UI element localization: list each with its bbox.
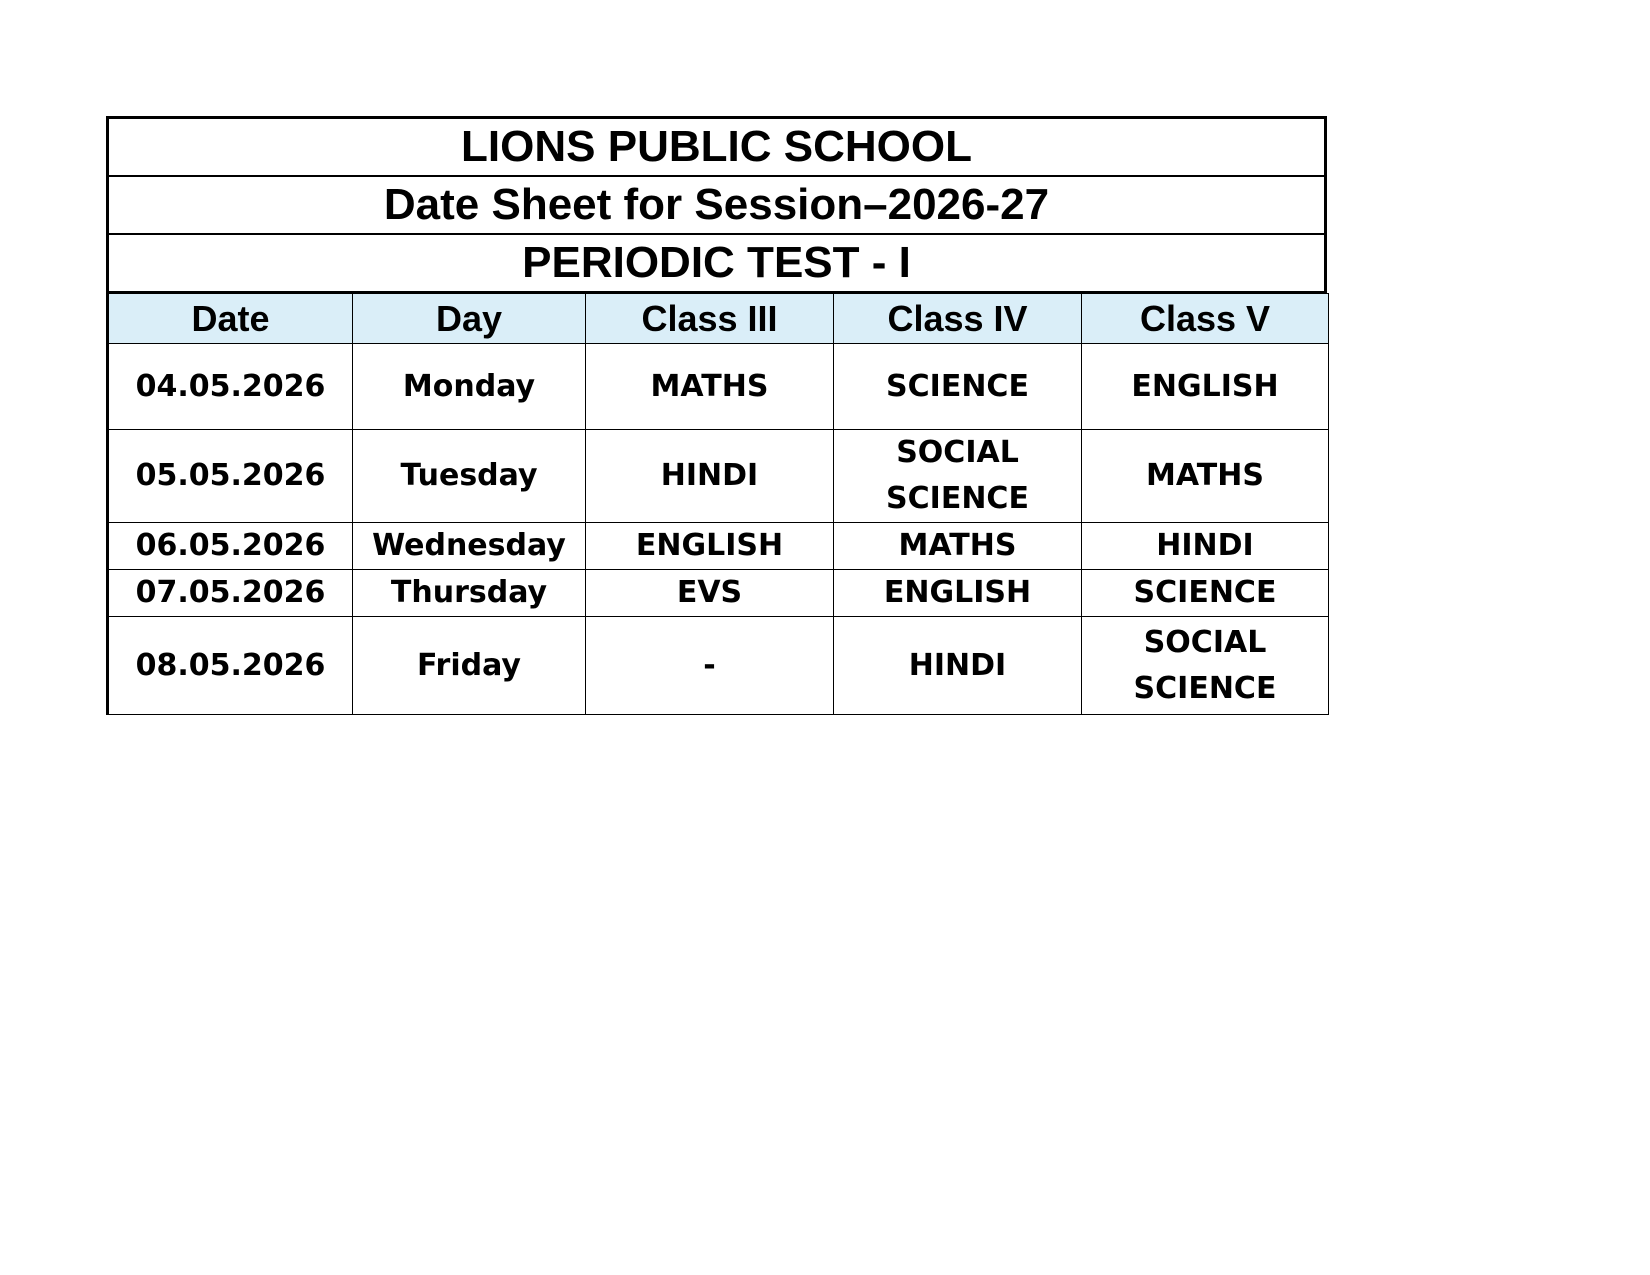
date-cell: 05.05.2026	[108, 430, 353, 523]
class-iv-subject: MATHS	[834, 523, 1082, 570]
date-sheet	[106, 116, 1327, 715]
date-cell: 08.05.2026	[108, 617, 353, 715]
exam-name: PERIODIC TEST - I	[109, 235, 1324, 293]
class-iii-subject: MATHS	[586, 344, 834, 430]
class-iii-subject: EVS	[586, 570, 834, 617]
column-header-day: Day	[353, 294, 586, 344]
class-v-subject: SOCIAL SCIENCE	[1082, 617, 1329, 715]
day-cell: Monday	[353, 344, 586, 430]
table-header-row	[108, 294, 1329, 344]
table-row	[108, 617, 1329, 715]
class-v-subject: SCIENCE	[1082, 570, 1329, 617]
class-iv-subject: HINDI	[834, 617, 1082, 715]
day-cell: Tuesday	[353, 430, 586, 523]
class-iv-subject: SOCIAL SCIENCE	[834, 430, 1082, 523]
day-cell: Wednesday	[353, 523, 586, 570]
table-row	[108, 570, 1329, 617]
date-cell: 07.05.2026	[108, 570, 353, 617]
table-row	[108, 344, 1329, 430]
table-row	[108, 430, 1329, 523]
column-header-date: Date	[108, 294, 353, 344]
column-header-class-iv: Class IV	[834, 294, 1082, 344]
class-v-subject: MATHS	[1082, 430, 1329, 523]
exam-schedule-table	[106, 293, 1329, 715]
class-iii-subject: HINDI	[586, 430, 834, 523]
class-v-subject: ENGLISH	[1082, 344, 1329, 430]
class-v-subject: HINDI	[1082, 523, 1329, 570]
class-iii-subject: ENGLISH	[586, 523, 834, 570]
session-subtitle: Date Sheet for Session–2026-27	[109, 177, 1324, 235]
date-cell: 06.05.2026	[108, 523, 353, 570]
school-name: LIONS PUBLIC SCHOOL	[109, 119, 1324, 177]
class-iv-subject: ENGLISH	[834, 570, 1082, 617]
class-iv-subject: SCIENCE	[834, 344, 1082, 430]
title-block	[106, 116, 1327, 293]
table-row	[108, 523, 1329, 570]
column-header-class-v: Class V	[1082, 294, 1329, 344]
class-iii-subject: -	[586, 617, 834, 715]
day-cell: Friday	[353, 617, 586, 715]
column-header-class-iii: Class III	[586, 294, 834, 344]
date-cell: 04.05.2026	[108, 344, 353, 430]
day-cell: Thursday	[353, 570, 586, 617]
